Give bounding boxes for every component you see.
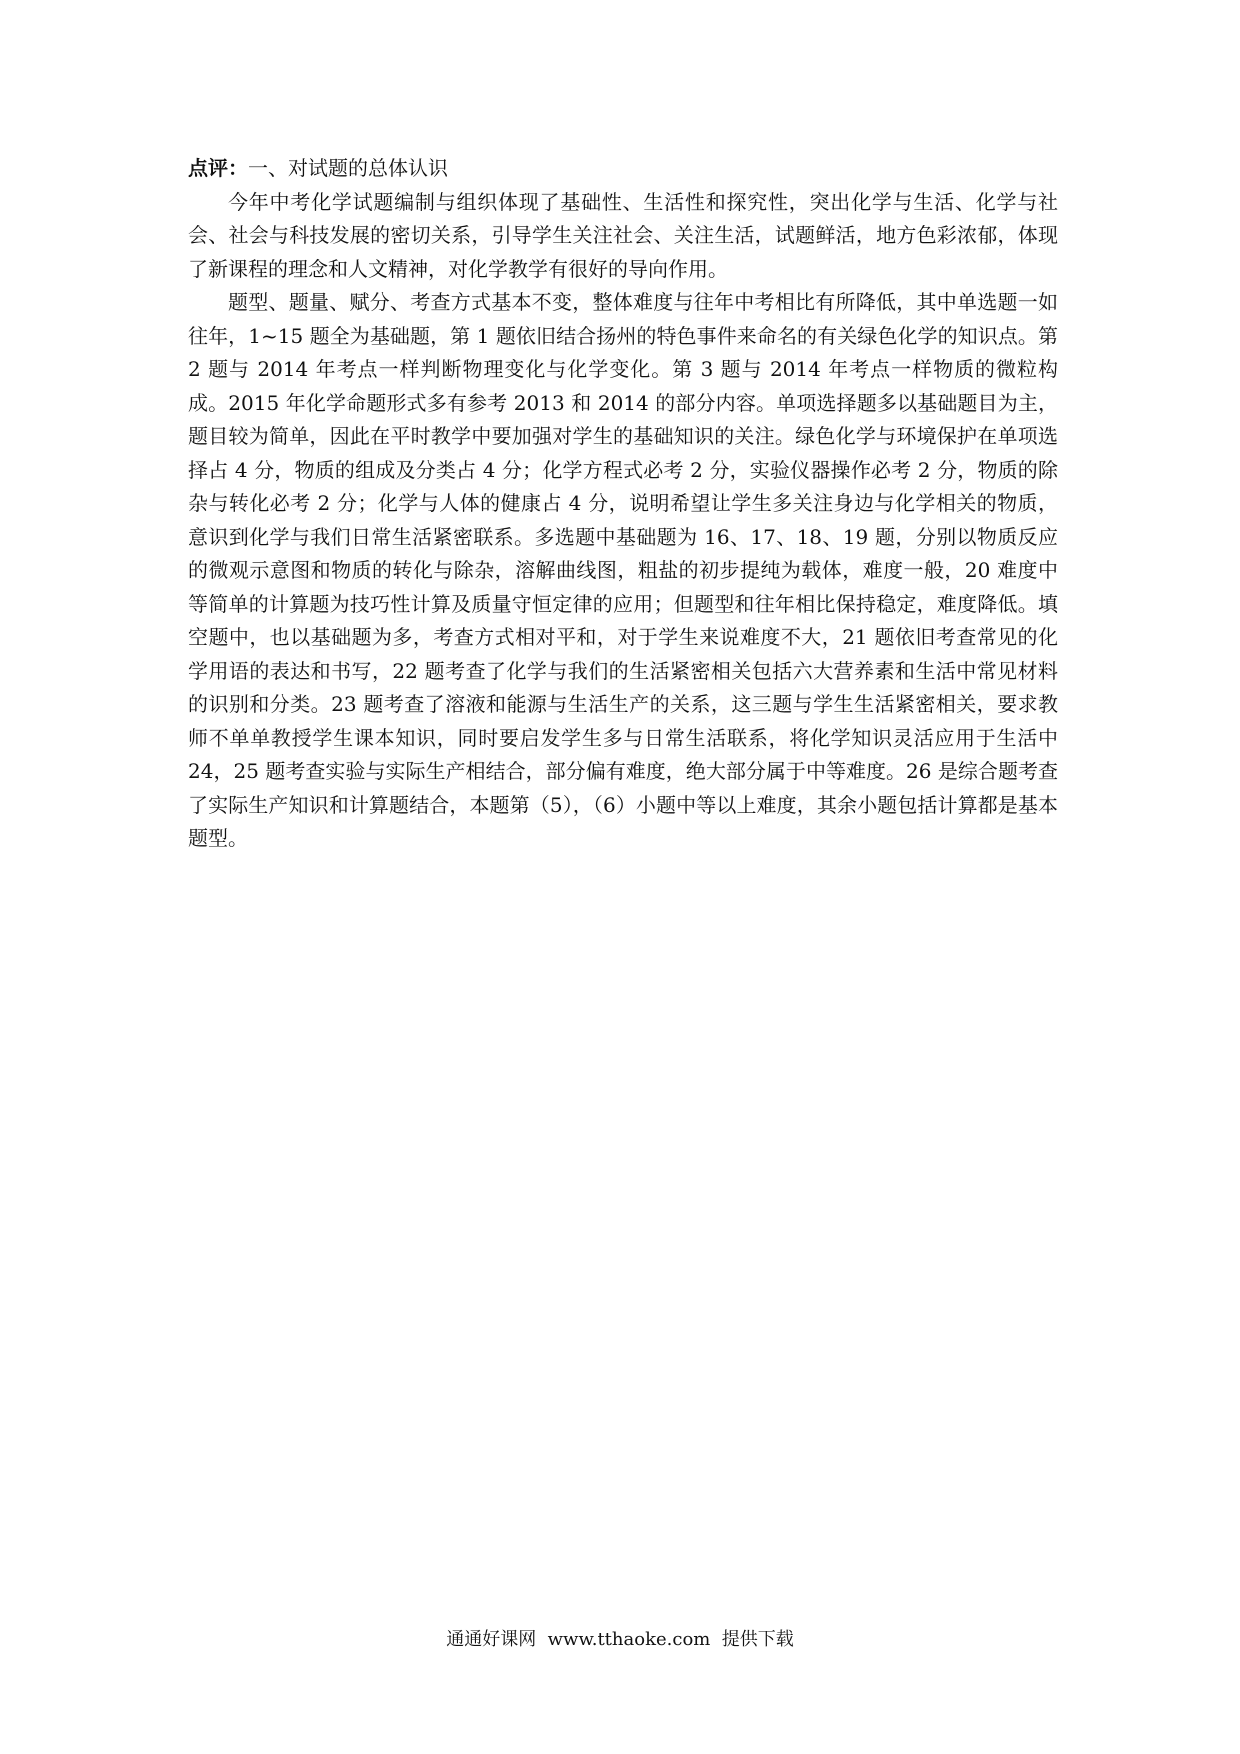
section-heading <box>188 152 1058 186</box>
page-footer: 通通好课网 www.tthaoke.com 提供下载 <box>446 1629 794 1650</box>
heading-label: 点评： <box>188 156 248 180</box>
paragraph-analysis: 题型、题量、赋分、考查方式基本不变，整体难度与往年中考相比有所降低，其中单选题一如往年，1~15 题全为基础题，第 1 题依旧结合扬州的特色事件来命名的有关绿色化学的知识点。第 2 题与 2014 年考点一样判断物理变化与化学变化。第 3 题与 2014 年考点一样物质的微粒构成。2015 年化学命题形式多有参考 2013 和 2014 的部分内容。单项选择题多以基础题目为主，题目较为简单，因此在平时教学中要加强对学生的基础知识的关注。绿色化学与环境保护在单项选择占 4 分，物质的组成及分类占 4 分；化学方程式必考 2 分，实验仪器操作必考 2 分，物质的除杂与转化必考 2 分；化学与人体的健康占 4 分，说明希望让学生多关注身边与化学相关的物质，意识到化学与我们日常生活紧密联系。多选题中基础题为 16、17、18、19 题，分别以物质反应的微观示意图和物质的转化与除杂，溶解曲线图，粗盐的初步提纯为载体，难度一般，20 难度中等简单的计算题为技巧性计算及质量守恒定律的应用；但题型和往年相比保持稳定，难度降低。填空题中，也以基础题为多，考查方式相对平和，对于学生来说难度不大，21 题依旧考查常见的化学用语的表达和书写，22 题考查了化学与我们的生活紧密相关包括六大营养素和生活中常见材料的识别和分类。23 题考查了溶液和能源与生活生产的关系，这三题与学生生活紧密相关，要求教师不单单教授学生课本知识，同时要启发学生多与日常生活联系，将化学知识灵活应用于生活中 24，25 题考查实验与实际生产相结合，部分偏有难度，绝大部分属于中等难度。26 是综合题考查了实际生产知识和计算题结合，本题第（5），（6）小题中等以上难度，其余小题包括计算都是基本题型。 <box>188 290 1058 850</box>
heading-text: 一、对试题的总体认识 <box>248 156 448 180</box>
paragraph-overview: 今年中考化学试题编制与组织体现了基础性、生活性和探究性，突出化学与生活、化学与社会、社会与科技发展的密切关系，引导学生关注社会、关注生活，试题鲜活，地方色彩浓郁，体现了新课程的理念和人文精神，对化学教学有很好的导向作用。 <box>188 189 1058 281</box>
document-body <box>188 152 1058 856</box>
